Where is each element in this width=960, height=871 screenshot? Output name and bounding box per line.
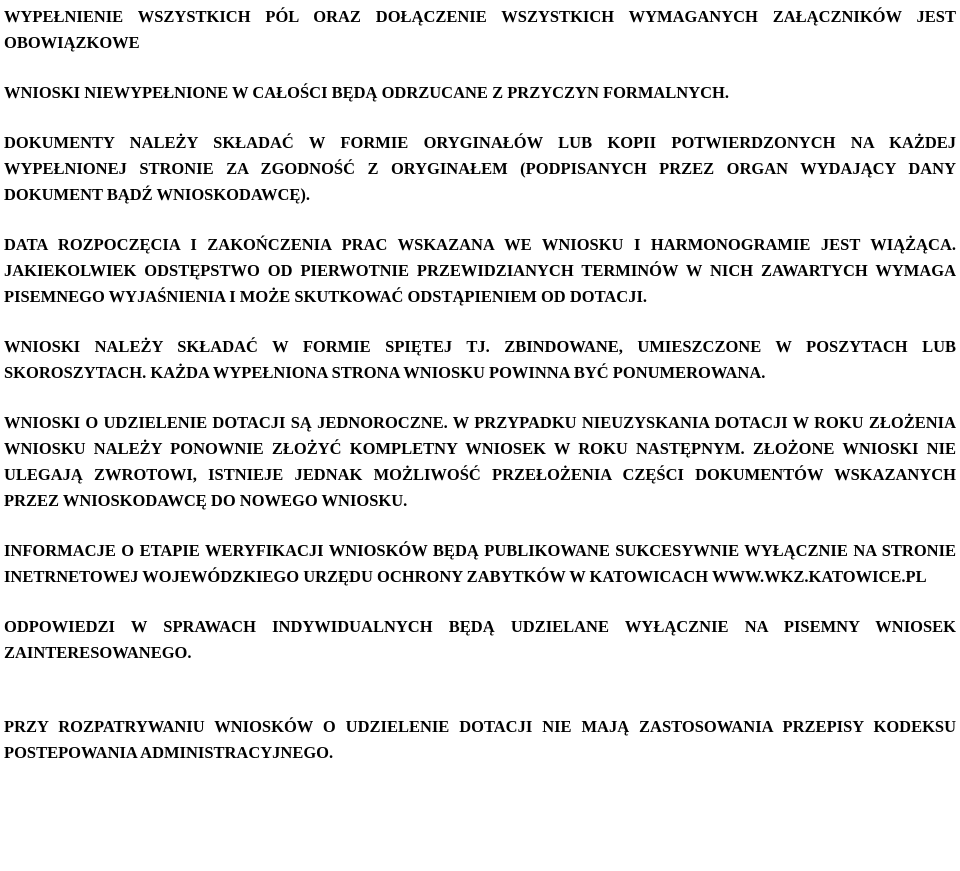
paragraph-schedule-binding: DATA ROZPOCZĘCIA I ZAKOŃCZENIA PRAC WSKAZANA WE WNIOSKU I HARMONOGRAMIE JEST WIĄŻĄCA. JAKIEKOLWIEK ODSTĘPSTWO OD PIERWOTNIE PRZEWIDZIANYCH TERMINÓW W NICH ZAWARTYCH WYMAGA PISEMNEGO WYJAŚNIENIA I MOŻE SKUTKOWAĆ ODSTĄPIENIEM OD DOTACJI.: [4, 235, 956, 306]
paragraph-administrative-code: PRZY ROZPATRYWANIU WNIOSKÓW O UDZIELENIE DOTACJI NIE MAJĄ ZASTOSOWANIA PRZEPISY KODEKSU POSTEPOWANIA ADMINISTRACYJNEGO.: [4, 717, 956, 762]
document-body: [4, 4, 956, 766]
paragraph-binding-format: WNIOSKI NALEŻY SKŁADAĆ W FORMIE SPIĘTEJ TJ. ZBINDOWANE, UMIESZCZONE W POSZYTACH LUB SKOROSZYTACH. KAŻDA WYPEŁNIONA STRONA WNIOSKU POWINNA BYĆ PONUMEROWANA.: [4, 337, 956, 382]
paragraph-incomplete-rejected: WNIOSKI NIEWYPEŁNIONE W CAŁOŚCI BĘDĄ ODRZUCANE Z PRZYCZYN FORMALNYCH.: [4, 83, 730, 102]
paragraph-document-originals: DOKUMENTY NALEŻY SKŁADAĆ W FORMIE ORYGINAŁÓW LUB KOPII POTWIERDZONYCH NA KAŻDEJ WYPEŁNIONEJ STRONIE ZA ZGODNOŚĆ Z ORYGINAŁEM (PODPISANYCH PRZEZ ORGAN WYDAJĄCY DANY DOKUMENT BĄDŹ WNIOSKODAWCĘ).: [4, 133, 956, 204]
paragraph-mandatory-fields: WYPEŁNIENIE WSZYSTKICH PÓL ORAZ DOŁĄCZENIE WSZYSTKICH WYMAGANYCH ZAŁĄCZNIKÓW JEST OBOWIĄZKOWE: [4, 7, 956, 52]
paragraph-individual-answers: ODPOWIEDZI W SPRAWACH INDYWIDUALNYCH BĘDĄ UDZIELANE WYŁĄCZNIE NA PISEMNY WNIOSEK ZAINTERESOWANEGO.: [4, 617, 956, 662]
paragraph-annual-applications: WNIOSKI O UDZIELENIE DOTACJI SĄ JEDNOROCZNE. W PRZYPADKU NIEUZYSKANIA DOTACJI W ROKU ZŁOŻENIA WNIOSKU NALEŻY PONOWNIE ZŁOŻYĆ KOMPLETNY WNIOSEK W ROKU NASTĘPNYM. ZŁOŻONE WNIOSKI NIE ULEGAJĄ ZWROTOWI, ISTNIEJE JEDNAK MOŻLIWOŚĆ PRZEŁOŻENIA CZĘŚCI DOKUMENTÓW WSKAZANYCH PRZEZ WNIOSKODAWCĘ DO NOWEGO WNIOSKU.: [4, 413, 956, 510]
paragraph-verification-info: INFORMACJE O ETAPIE WERYFIKACJI WNIOSKÓW BĘDĄ PUBLIKOWANE SUKCESYWNIE WYŁĄCZNIE NA STRONIE INETRNETOWEJ WOJEWÓDZKIEGO URZĘDU OCHRONY ZABYTKÓW W KATOWICACH WWW.WKZ.KATOWICE.PL: [4, 541, 956, 586]
